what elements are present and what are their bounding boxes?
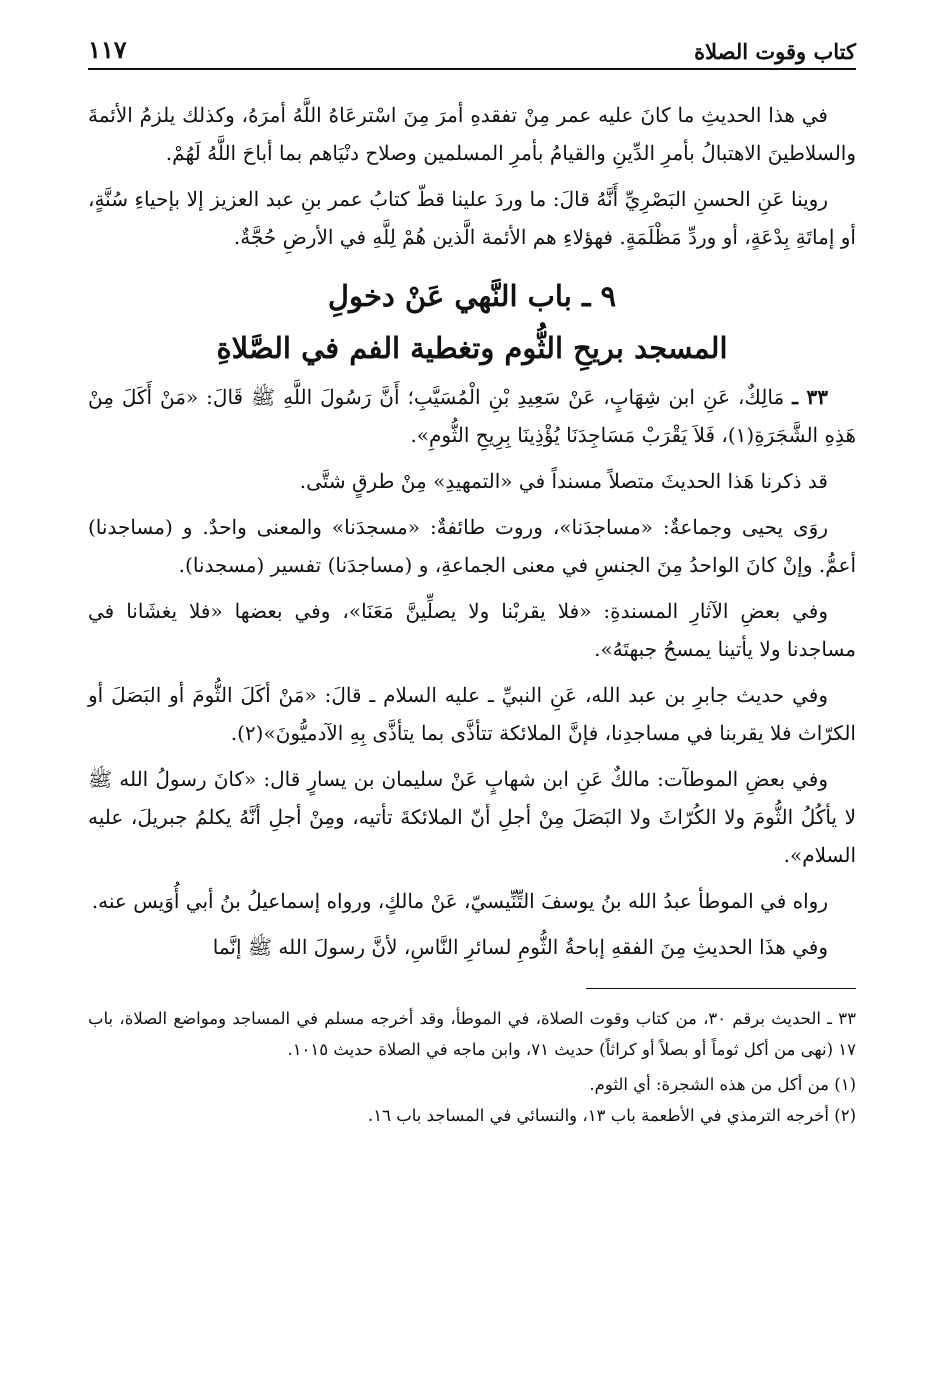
body-text [88, 96, 856, 966]
commentary-paragraph-4: وفي حديث جابرِ بن عبد الله، عَنِ النبيِّ ـ عليه السلام ـ قالَ: «مَنْ أكَلَ الثُّومَ أو البَصَلَ أو الكرّاث فلا يقربنا في مساجدِنا، فإنَّ الملائكة تتأذَّى بما يتأذَّى بِهِ الآدميُّونَ»(٢). [88, 683, 856, 745]
footnote-1: (١) من أكل من هذه الشجرة: أي الثوم. [589, 1075, 856, 1094]
running-header [88, 30, 856, 70]
commentary-paragraph-6: رواه في الموطأ عبدُ الله بنُ يوسفَ التِّنِّيسيّ، عَنْ مالكٍ، ورواه إسماعيلُ بنُ أبي أُوَيس عنه. [91, 889, 828, 913]
running-title: كتاب وقوت الصلاة [694, 39, 856, 64]
page-number: ١١٧ [88, 35, 127, 64]
hadith-body: مَالِكٌ، عَنِ ابن شِهَابٍ، عَنْ سَعِيدِ بْنِ الْمُسَيَّبِ؛ أَنَّ رَسُولَ اللَّهِ ﷺ قَالَ: «مَنْ أَكَلَ مِنْ هَذِهِ الشَّجَرَةِ(١)، فَلاَ يَقْرَبْ مَسَاجِدَنَا يُؤْذِينَا بِرِيحِ الثُّومِ». [88, 385, 856, 447]
commentary-paragraph-2: روَى يحيى وجماعةٌ: «مساجدَنا»، وروت طائفةٌ: «مسجدَنا» والمعنى واحدٌ. و (مساجدنا) أعمُّ. وإنْ كانَ الواحدُ مِنَ الجنسِ في معنى الجماعةِ، و (مساجدَنا) تفسير (مسجدنا). [88, 515, 856, 577]
footnote-divider [586, 988, 856, 989]
footnotes [88, 1003, 856, 1131]
chapter-heading-line-1: ٩ ـ باب النَّهي عَنْ دخولِ [327, 279, 617, 313]
footnote-2: (٢) أخرجه الترمذي في الأطعمة باب ١٣، والنسائي في المساجد باب ١٦. [367, 1106, 856, 1125]
commentary-paragraph-1: قد ذكرنا هَذا الحديثَ متصلاً مسنداً في «التمهيدِ» مِنْ طرقٍ شتَّى. [299, 469, 828, 493]
commentary-paragraph-5: وفي بعضِ الموطآت: مالكٌ عَنِ ابن شهابٍ عَنْ سليمان بن يسارٍ قال: «كانَ رسولُ الله ﷺ لا يأكُلُ الثُّومَ ولا الكُرّاثَ ولا البَصَلَ مِنْ أجلِ أنّ الملائكةَ تأتيه، ومِنْ أجلِ أنَّهُ يكلمُ جبريلَ، عليه السلام». [88, 767, 856, 867]
chapter-heading [88, 270, 856, 374]
paragraph-hasan-basri: روينا عَنِ الحسنِ البَصْرِيِّ أَنَّهُ قالَ: ما وردَ علينا قطّ كتابُ عمر بنِ عبد العزيز إلا بإحياءِ سُنَّةٍ، أو إماتَةِ بِدْعَةٍ، أو وردِّ مَظْلَمَةٍ. فهؤلاءِ هم الأئمة الَّذين هُمْ لِلَّهِ في الأرضِ حُجَّةٌ. [88, 187, 856, 249]
paragraph-intro: في هذا الحديثِ ما كانَ عليه عمر مِنْ تفقدهِ أمرَ مِنَ اسْترعَاهُ اللَّهُ أمرَهُ، وكذلك يلزمُ الأئمةَ والسلاطينَ الاهتبالُ بأمرِ الدِّينِ والقيامُ بأمرِ المسلمين وصلاح دنْيَاهم بما أباحَ اللَّهُ لَهُمْ. [88, 103, 856, 165]
commentary-paragraph-7: وفي هذَا الحديثِ مِنَ الفقهِ إباحةُ الثُّومِ لسائرِ النَّاسِ، لأنَّ رسولَ الله ﷺ إنَّما [212, 935, 828, 959]
commentary-paragraph-3: وفي بعضِ الآثارِ المسندةِ: «فلا يقربْنا ولا يصلِّينَّ مَعَنَا»، وفي بعضها «فلا يغشَانا في مساجدنا ولا يأتينا يمسحُ جبهتَهُ». [88, 599, 856, 661]
hadith-number: ٣٣ ـ [792, 385, 829, 409]
chapter-heading-line-2: المسجد بريحِ الثُّوم وتغطية الفم في الصَّلاةِ [216, 331, 728, 365]
book-page [88, 30, 856, 1363]
hadith-text [88, 378, 856, 454]
footnote-hadith-source: ٣٣ ـ الحديث برقم ٣٠، من كتاب وقوت الصلاة، في الموطأ، وقد أخرجه مسلم في المساجد ومواضع الصلاة، باب ١٧ (نهى من أكل ثوماً أو بصلاً أو كراثاً) حديث ٧١، وابن ماجه في الصلاة حديث ١٠١٥. [88, 1009, 856, 1059]
